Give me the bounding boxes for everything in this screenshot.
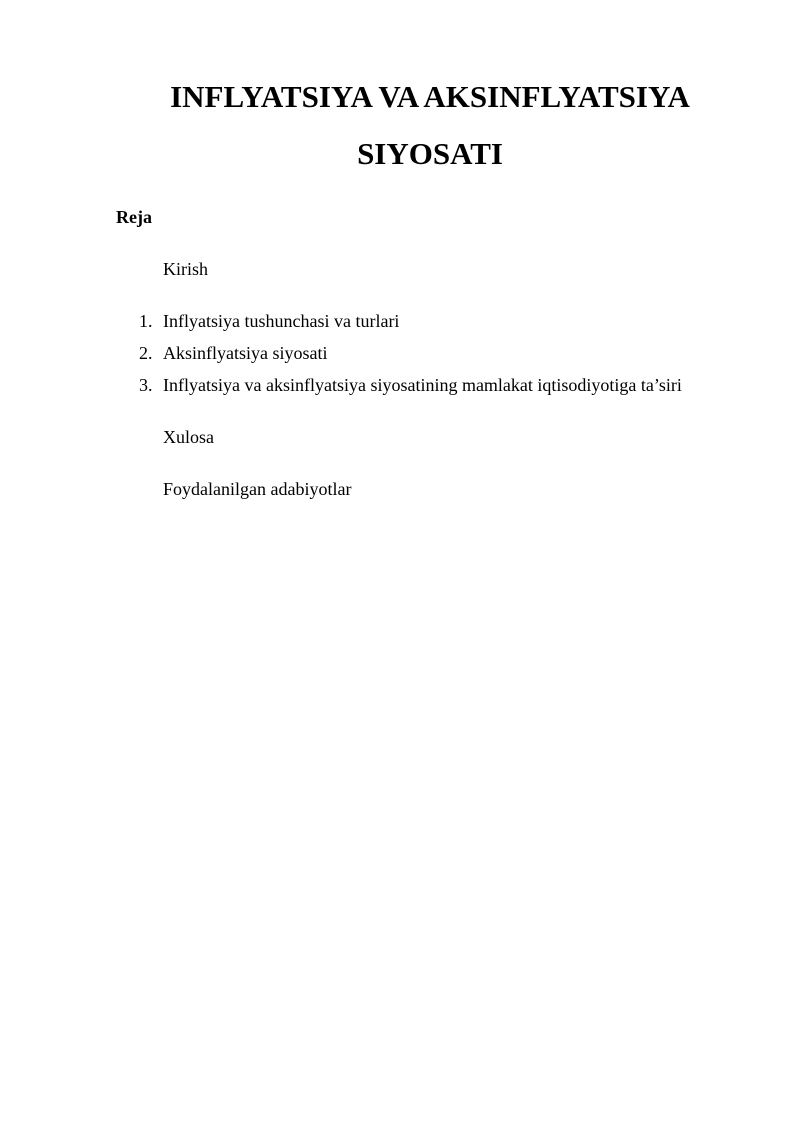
plan-item-number: 2.	[139, 343, 153, 363]
references-entry: Foydalanilgan adabiyotlar	[163, 479, 352, 499]
document-title-line-2: SIYOSATI	[357, 136, 503, 171]
intro-entry: Kirish	[163, 259, 208, 279]
plan-heading: Reja	[116, 207, 152, 227]
plan-item-3	[139, 374, 682, 396]
document-title-line-1: INFLYATSIYA VA AKSINFLYATSIYA	[170, 79, 690, 114]
plan-item-2	[139, 342, 328, 364]
plan-item-number: 1.	[139, 311, 153, 331]
conclusion-entry: Xulosa	[163, 427, 214, 447]
plan-item-text: Aksinflyatsiya siyosati	[163, 343, 328, 363]
plan-item-1	[139, 310, 399, 332]
plan-item-text: Inflyatsiya tushunchasi va turlari	[163, 311, 400, 331]
plan-item-text: Inflyatsiya va aksinflyatsiya siyosatining mamlakat iqtisodiyotiga ta’siri	[163, 375, 682, 395]
plan-item-number: 3.	[139, 375, 153, 395]
